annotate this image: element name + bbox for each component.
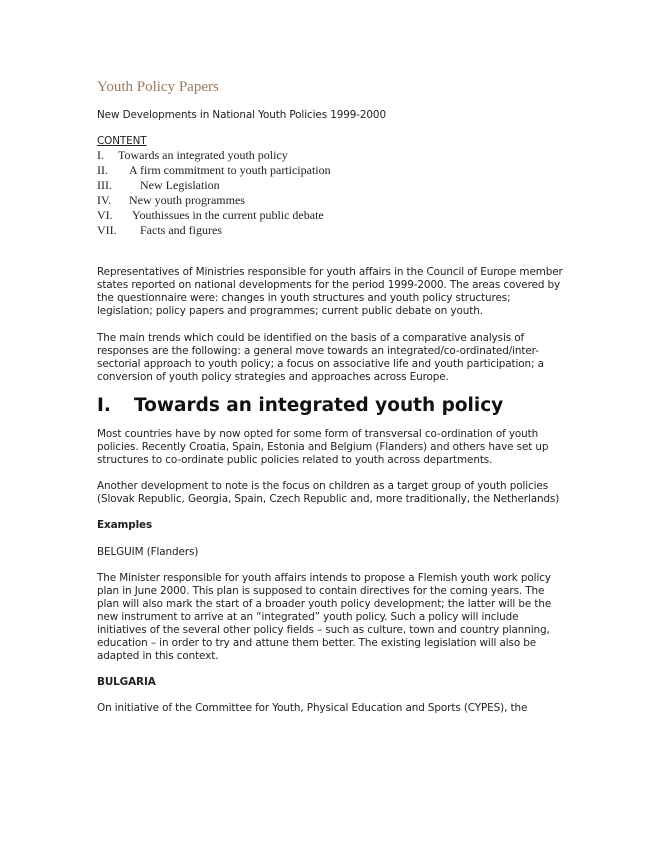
country-heading-bulgaria: BULGARIA xyxy=(97,676,156,689)
section-number: I. xyxy=(97,394,111,416)
toc-item xyxy=(97,163,567,178)
toc-item xyxy=(97,148,567,163)
toc-item xyxy=(97,223,567,238)
toc-item-label: New youth programmes xyxy=(129,193,245,208)
toc-item-number: III. xyxy=(97,178,112,193)
toc-item-label: Facts and figures xyxy=(140,223,222,238)
body-paragraph: Most countries have by now opted for some form of transversal co-ordination of youth policies. Recently Croatia, Spain, Estonia and Belgium (Flanders) and others have set up structures to co-ordinate public policies related to youth across departments. xyxy=(97,427,549,467)
intro-paragraph: Representatives of Ministries responsible for youth affairs in the Council of Europe member states reported on national developments for the period 1999-2000. The areas covered by the questionnaire were: changes in youth structures and youth policy structures; legislation; policy papers and programmes; current public debate on youth. xyxy=(97,266,563,318)
intro-paragraph: The main trends which could be identified on the basis of a comparative analysis of responses are the following: a general move towards an integrated/co-ordinated/inter-sectorial approach to youth policy; a focus on associative life and youth participation; a conversion of youth policy strategies and approaches across Europe. xyxy=(97,331,544,383)
toc-item-label: Towards an integrated youth policy xyxy=(118,148,288,163)
bulgaria-paragraph: On initiative of the Committee for Youth, Physical Education and Sports (CYPES), the xyxy=(97,702,528,715)
document-page xyxy=(97,78,567,715)
toc-item xyxy=(97,208,567,223)
document-title: Youth Policy Papers xyxy=(97,79,219,95)
toc-item-number: II. xyxy=(97,163,108,178)
toc-item xyxy=(97,178,567,193)
toc-item-number: VI. xyxy=(97,208,113,223)
toc-item xyxy=(97,193,567,208)
content-label: CONTENT xyxy=(97,135,147,148)
belgium-paragraph: The Minister responsible for youth affairs intends to propose a Flemish youth work policy plan in June 2000. This plan is supposed to contain directives for the coming years. The plan will also mark the start of a broader youth policy development; the latter will be the new instrument to arrive at an “integrated” youth policy. Such a policy will include initiatives of the several other policy fields – such as culture, town and country planning, education – in order to try and attune them better. The existing legislation will also be adapted in this context. xyxy=(97,571,552,663)
examples-heading: Examples xyxy=(97,519,153,532)
toc-item-label: Youthissues in the current public debate xyxy=(132,208,324,223)
toc-item-number: VII. xyxy=(97,223,117,238)
toc-item-label: New Legislation xyxy=(140,178,220,193)
section-title: Towards an integrated youth policy xyxy=(134,394,504,416)
toc-item-label: A firm commitment to youth participation xyxy=(129,163,331,178)
document-subtitle: New Developments in National Youth Policies 1999-2000 xyxy=(97,109,386,121)
toc-item-number: IV. xyxy=(97,193,112,208)
toc-item-number: I. xyxy=(97,148,104,163)
table-of-contents xyxy=(97,148,567,238)
country-heading-belgium: BELGUIM (Flanders) xyxy=(97,545,199,558)
section-heading xyxy=(97,395,567,417)
body-paragraph: Another development to note is the focus on children as a target group of youth policies (Slovak Republic, Georgia, Spain, Czech Republic and, more traditionally, the Netherlands) xyxy=(97,480,560,506)
